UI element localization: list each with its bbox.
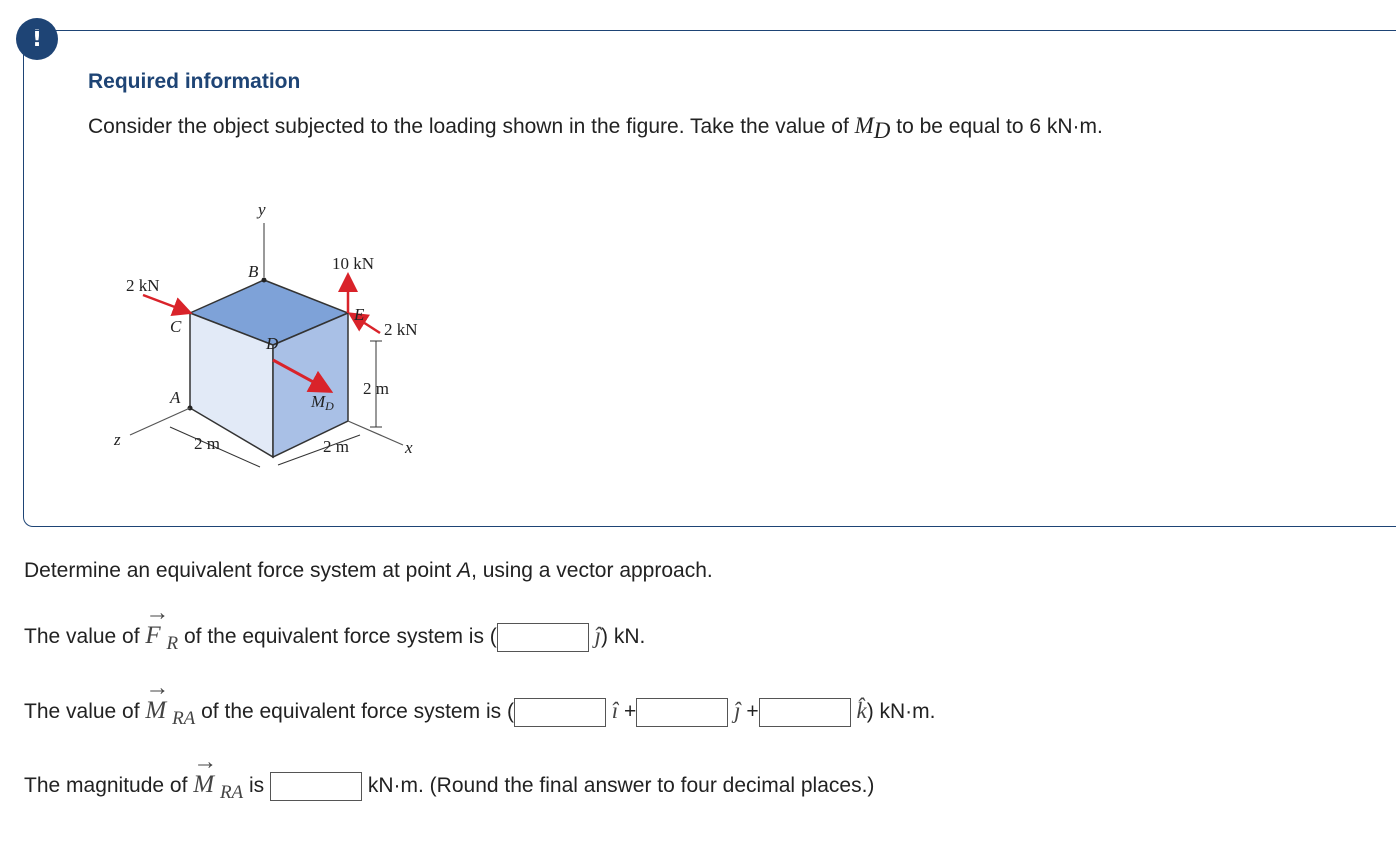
- question-prompt: Determine an equivalent force system at point A, using a vector approach.: [24, 559, 713, 582]
- label-e: E: [354, 305, 365, 324]
- k-hat-icon: k̂: [856, 698, 867, 723]
- j-hat-icon: ĵ: [734, 698, 741, 723]
- i-hat-icon: î: [611, 698, 619, 723]
- label-force-e: 2 kN: [384, 320, 418, 339]
- fr-j-input[interactable]: [497, 623, 589, 652]
- mra-j-input[interactable]: [636, 698, 728, 727]
- label-z: z: [114, 430, 121, 449]
- label-dim-right: 2 m: [363, 379, 389, 398]
- label-dim-bottom-right: 2 m: [323, 437, 349, 456]
- z-axis: [130, 408, 190, 435]
- force-c-arrow: [143, 295, 188, 312]
- label-dim-bottom-left: 2 m: [194, 434, 220, 453]
- question-mra: The value of → M RA of the equivalent force system is ( î + ĵ + k̂) kN·m.: [24, 697, 936, 730]
- question-mra-magnitude: The magnitude of → M RA is kN·m. (Round the final answer to four decimal places.): [24, 771, 874, 804]
- question-fr: The value of → F R of the equivalent force system is ( ĵ) kN.: [24, 622, 645, 655]
- label-force-10kn: 10 kN: [332, 254, 375, 273]
- label-a: A: [170, 388, 181, 407]
- mra-i-input[interactable]: [514, 698, 606, 727]
- point-b: [262, 278, 267, 283]
- info-title: Required information: [88, 70, 301, 93]
- mra-vector-symbol: → M: [145, 697, 166, 725]
- mra-magnitude-input[interactable]: [270, 772, 362, 801]
- label-y: y: [258, 200, 266, 219]
- info-text: Consider the object subjected to the loading shown in the figure. Take the value of $M_D$ to be equal to 6 kN·m.: [88, 113, 1103, 143]
- mra-k-input[interactable]: [759, 698, 851, 727]
- fr-vector-symbol: → F: [145, 622, 160, 650]
- loading-figure: [108, 195, 438, 470]
- alert-icon: !: [16, 18, 58, 60]
- label-c: C: [170, 317, 182, 336]
- label-b: B: [248, 262, 259, 281]
- md-symbol: M: [854, 113, 874, 138]
- label-force-c: 2 kN: [126, 276, 160, 295]
- label-d: D: [266, 334, 279, 353]
- mra-vector-symbol: → M: [193, 771, 214, 799]
- label-x: x: [405, 438, 413, 457]
- j-hat-icon: ĵ: [594, 623, 602, 648]
- label-md: MD: [311, 392, 334, 413]
